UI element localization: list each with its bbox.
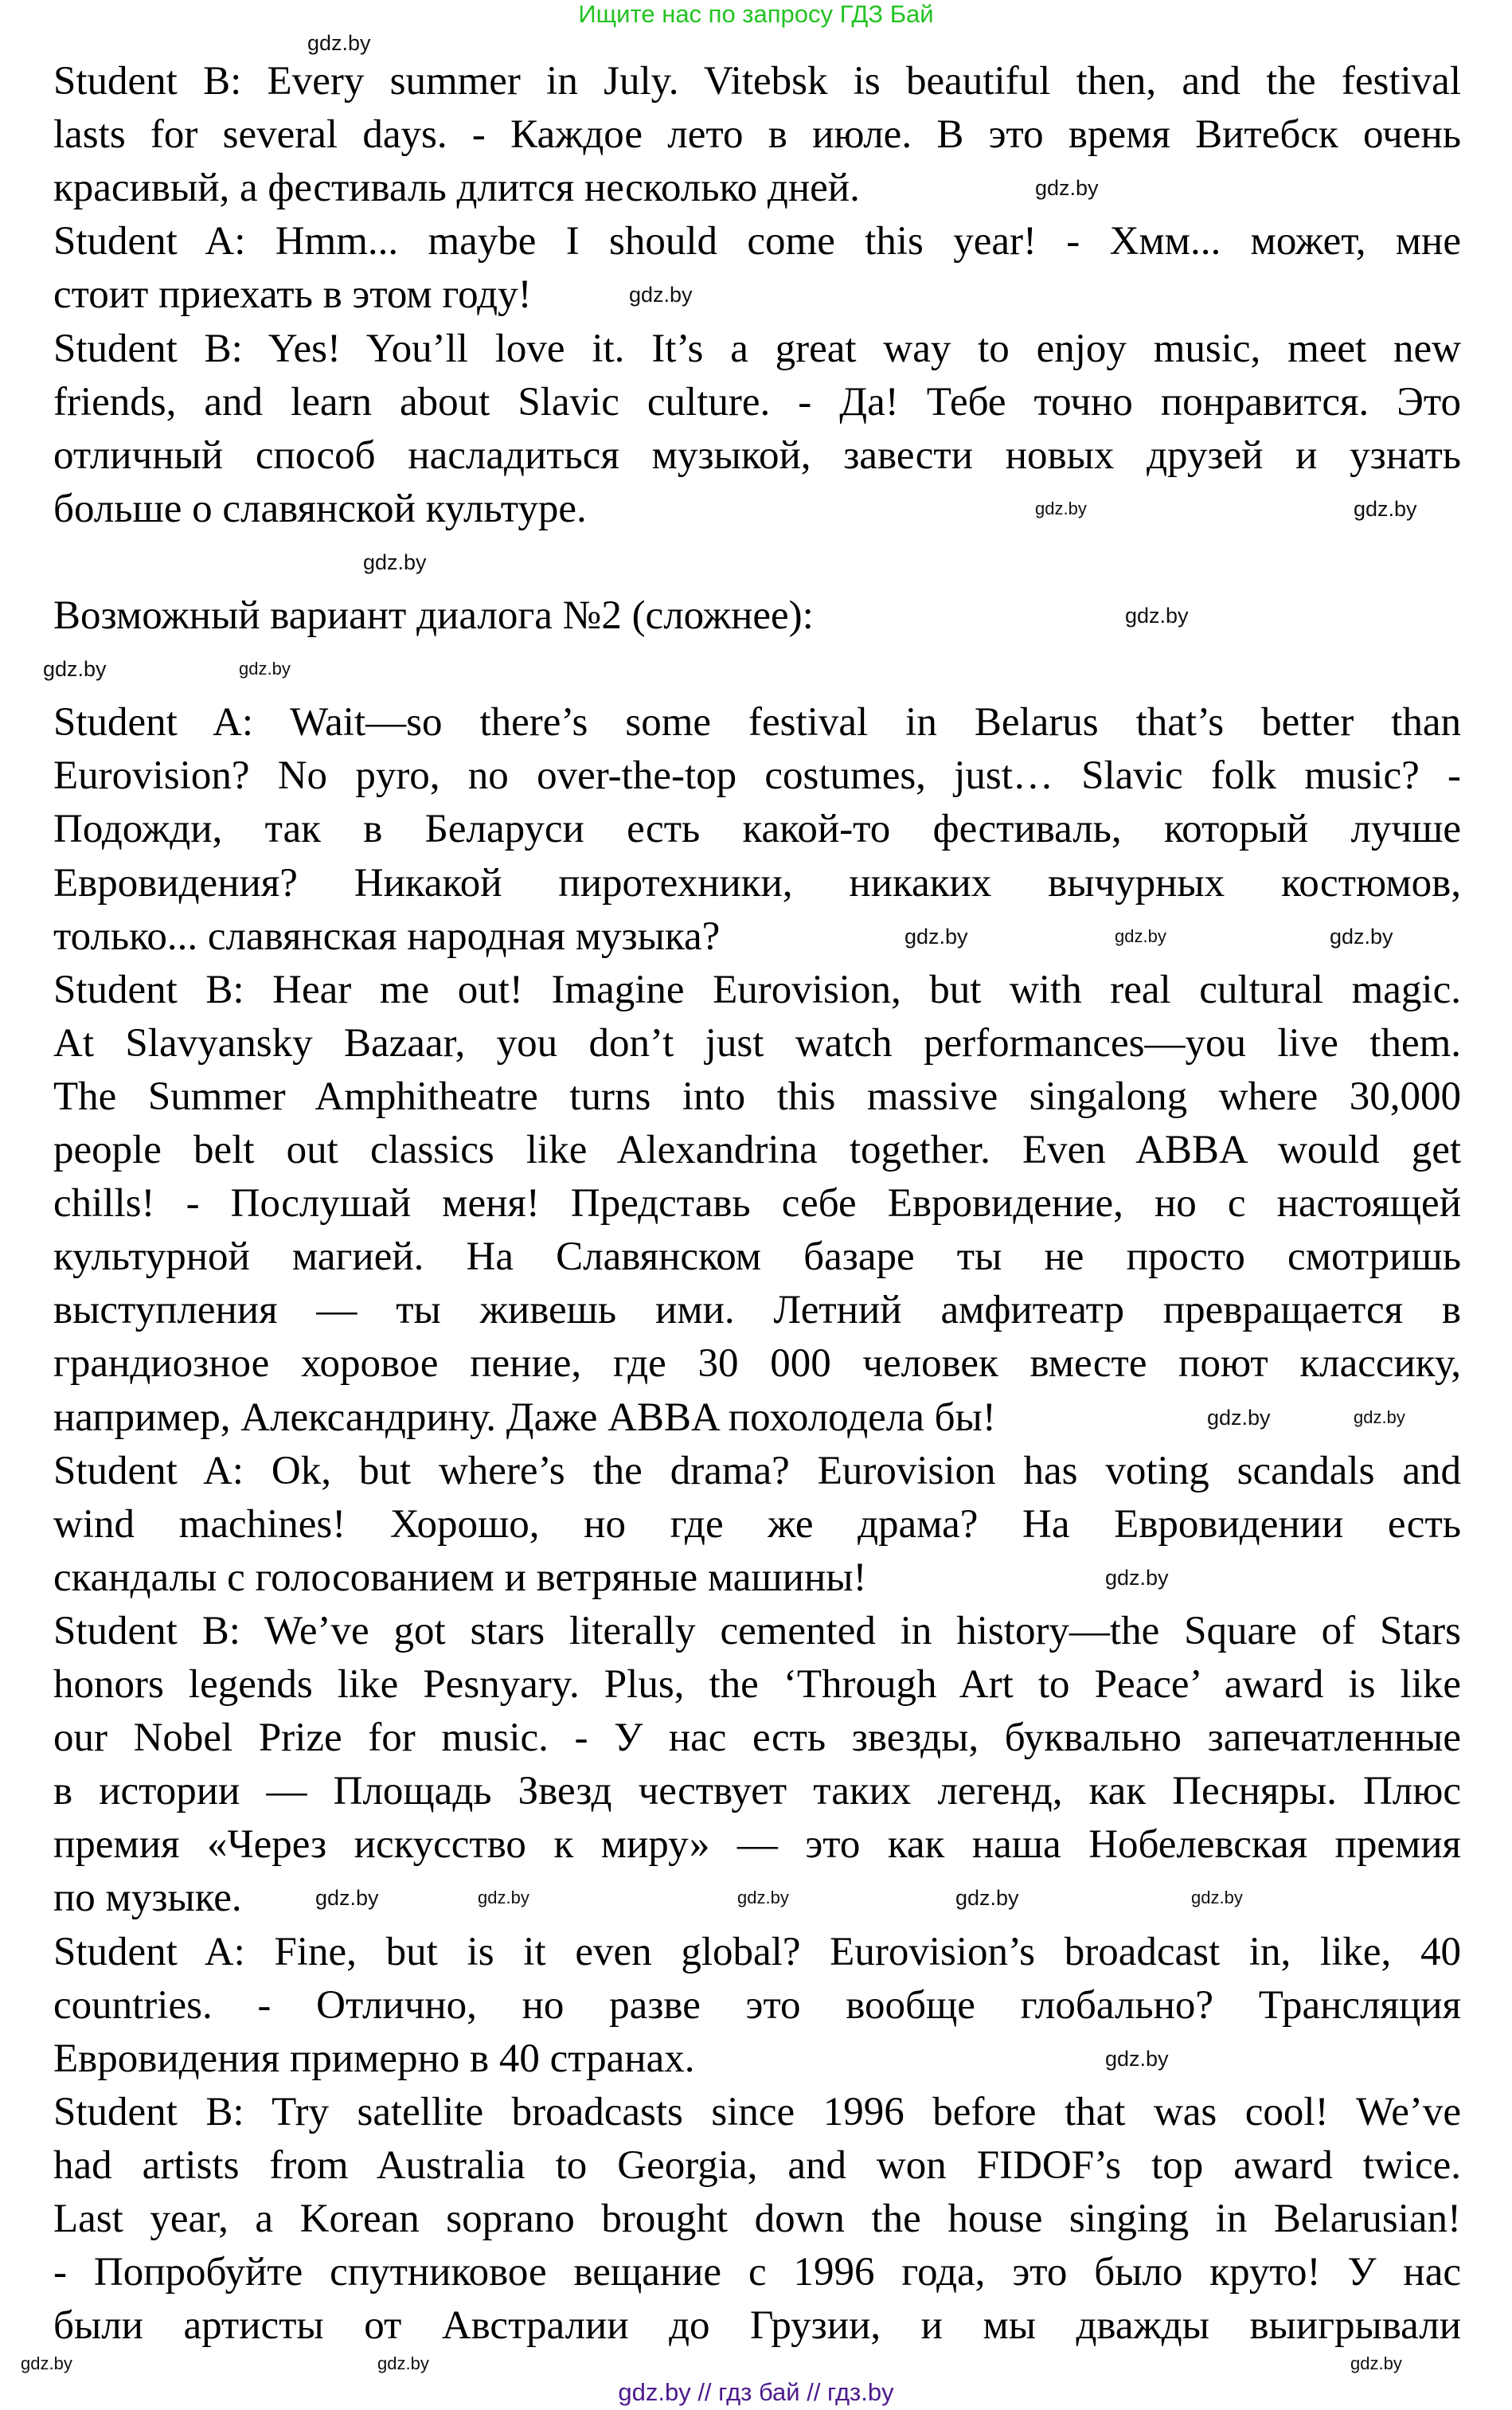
text-line: had artists from Australia to Georgia, and won FIDOF’s top award twice. [53, 2142, 1461, 2188]
watermark: gdz.by [43, 657, 107, 681]
watermark: gdz.by [307, 31, 371, 55]
text-line: Возможный вариант диалога №2 (сложнее): [53, 593, 814, 638]
text-line: Student B: We’ve got stars literally cemented in history—the Square of Stars [53, 1608, 1461, 1653]
text-line: honors legends like Pesnyary. Plus, the ‘Through Art to Peace’ award is like [53, 1662, 1461, 1707]
text-line: в истории — Площадь Звезд чествует таких легенд, как Песняры. Плюс [53, 1769, 1461, 1814]
text-line: только... славянская народная музыка? [53, 914, 721, 959]
text-line: Eurovision? No pyro, no over-the-top costumes, just… Slavic folk music? - [53, 753, 1461, 799]
watermark: gdz.by [1207, 1406, 1271, 1430]
watermark: gdz.by [1115, 926, 1166, 946]
watermark: gdz.by [21, 2353, 72, 2373]
text-line: например, Александрину. Даже ABBA похолодела бы! [53, 1395, 996, 1440]
watermark: gdz.by [1354, 1407, 1405, 1427]
watermark: gdz.by [904, 925, 968, 949]
watermark: gdz.by [629, 283, 693, 307]
text-line: Student A: Hmm... maybe I should come this year! - Хмм... может, мне [53, 219, 1461, 264]
watermark: gdz.by [363, 550, 427, 574]
watermark: gdz.by [1105, 2047, 1169, 2071]
text-line: countries. - Отлично, но разве это вообще глобально? Трансляция [53, 1982, 1461, 2028]
watermark: gdz.by [1125, 604, 1189, 628]
text-line: премия «Через искусство к миру» — это как наша Нобелевская премия [53, 1822, 1461, 1868]
text-line: Евровидения? Никакой пиротехники, никаких вычурных костюмов, [53, 860, 1461, 906]
text-line: стоит приехать в этом году! [53, 272, 532, 318]
watermark: gdz.by [1330, 925, 1393, 949]
text-line: выступления — ты живешь ими. Летний амфитеатр превращается в [53, 1288, 1461, 1333]
text-line: Student A: Fine, but is it even global? Eurovision’s broadcast in, like, 40 [53, 1929, 1461, 1974]
text-line: Student A: Ok, but where’s the drama? Eurovision has voting scandals and [53, 1448, 1461, 1493]
text-line: Евровидения примерно в 40 странах. [53, 2036, 695, 2081]
text-line: Student B: Every summer in July. Vitebsk is beautiful then, and the festival [53, 59, 1461, 104]
text-line: lasts for several days. - Каждое лето в июле. В это время Витебск очень [53, 112, 1461, 158]
watermark: gdz.by [1105, 1566, 1169, 1590]
watermark: gdz.by [1035, 176, 1099, 200]
text-line: Last year, a Korean soprano brought down the house singing in Belarusian! [53, 2197, 1461, 2241]
watermark: gdz.by [478, 1888, 529, 1907]
watermark: gdz.by [1035, 499, 1087, 518]
text-line: Student A: Wait—so there’s some festival in Belarus that’s better than [53, 700, 1461, 745]
text-line: - Попробуйте спутниковое вещание с 1996 года, это было круто! У нас [53, 2250, 1461, 2295]
text-line: грандиозное хоровое пение, где 30 000 человек вместе поют классику, [53, 1341, 1461, 1387]
text-line: больше о славянской культуре. [53, 486, 587, 531]
watermark: gdz.by [955, 1886, 1019, 1910]
watermark: gdz.by [737, 1888, 789, 1907]
text-line: Подожди, так в Беларуси есть какой-то фестиваль, который лучше [53, 807, 1461, 852]
text-line: At Slavyansky Bazaar, you don’t just watch performances—you live them. [53, 1020, 1461, 1066]
watermark: gdz.by [1354, 497, 1417, 521]
watermark: gdz.by [315, 1886, 379, 1910]
text-line: были артисты от Австралии до Грузии, и мы дважды выигрывали [53, 2303, 1461, 2349]
text-line: our Nobel Prize for music. - У нас есть звезды, буквально запечатленные [53, 1716, 1461, 1761]
text-line: культурной магией. На Славянском базаре ты не просто смотришь [53, 1234, 1461, 1280]
watermark: gdz.by [1191, 1888, 1243, 1907]
text-line: chills! - Послушай меня! Представь себе Евровидение, но с настоящей [53, 1181, 1461, 1227]
text-line: по музыке. [53, 1876, 242, 1921]
text-line: The Summer Amphitheatre turns into this massive singalong where 30,000 [53, 1074, 1461, 1119]
text-line: wind machines! Хорошо, но где же драма? На Евровидении есть [53, 1501, 1461, 1547]
text-line: отличный способ насладиться музыкой, завести новых друзей и узнать [53, 432, 1461, 478]
watermark: gdz.by [239, 659, 291, 679]
text-line: friends, and learn about Slavic culture. - Да! Тебе точно понравится. Это [53, 379, 1461, 424]
text-line: красивый, а фестиваль длится несколько дней. [53, 166, 860, 211]
text-line: people belt out classics like Alexandrina together. Even ABBA would get [53, 1128, 1461, 1172]
text-line: Student B: Try satellite broadcasts since 1996 before that was cool! We’ve [53, 2089, 1461, 2134]
text-line: Student B: Yes! You’ll love it. It’s a great way to enjoy music, meet new [53, 326, 1461, 371]
text-line: Student B: Hear me out! Imagine Eurovision, but with real cultural magic. [53, 967, 1461, 1012]
search-banner: Ищите нас по запросу ГДЗ Бай [578, 0, 934, 28]
watermark: gdz.by [377, 2353, 429, 2373]
watermark: gdz.by [1350, 2353, 1402, 2373]
footer-links[interactable]: gdz.by // гдз бай // гдз.by [618, 2378, 894, 2406]
text-line: скандалы с голосованием и ветряные машины! [53, 1555, 867, 1600]
